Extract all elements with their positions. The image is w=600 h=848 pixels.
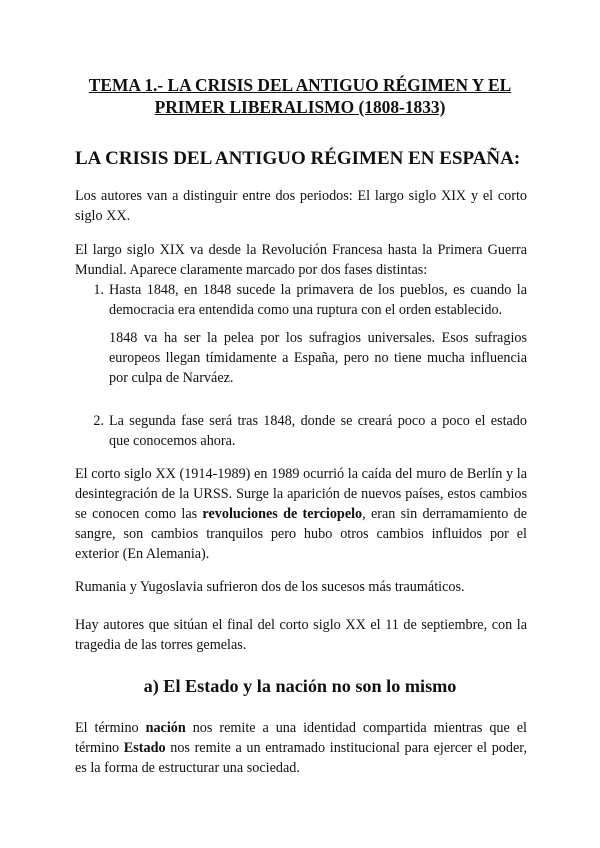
paragraph-end-xx: Hay autores que sitúan el final del corto siglo XX el 11 de septiembre, con la tragedia de las torres gemelas.	[75, 617, 527, 653]
paragraph-rumania: Rumania y Yugoslavia sufrieron dos de los sucesos más traumáticos.	[75, 579, 465, 595]
paragraph-short-xx	[75, 464, 527, 564]
short-xx-bold-term: revoluciones de terciopelo	[202, 506, 363, 522]
list-item-2-text: La segunda fase será tras 1848, donde se creará poco a poco el estado que conocemos ahora.	[109, 413, 527, 449]
paragraph-periods: Los autores van a distinguir entre dos periodos: El largo siglo XIX y el corto siglo XX.	[75, 188, 527, 224]
title-line-2: PRIMER LIBERALISMO (1808-1833)	[154, 97, 446, 117]
paragraph-long-xix: El largo siglo XIX va desde la Revolución Francesa hasta la Primera Guerra Mundial. Aparece claramente marcado por dos fases distintas:	[75, 242, 527, 278]
state-nation-text-2: nos remite a una identidad compartida mientras que el término	[75, 720, 527, 756]
list-number-2: 2.	[93, 413, 104, 429]
title-line-1: TEMA 1.- LA CRISIS DEL ANTIGUO RÉGIMEN Y EL	[88, 75, 512, 95]
paragraph-state-nation	[75, 718, 527, 778]
list-number-1: 1.	[93, 282, 104, 298]
list-item-1-text: Hasta 1848, en 1848 sucede la primavera de los pueblos, es cuando la democracia era entendida como una ruptura con el orden establecido.	[109, 282, 527, 318]
document-title	[64, 74, 536, 118]
list-item-1-extra: 1848 va ha ser la pelea por los sufragios universales. Esos sufragios europeos llegan tímidamente a España, pero no tiene mucha influencia por culpa de Narváez.	[109, 330, 527, 386]
short-xx-text-after: , eran sin derramamiento de sangre, son cambios tranquilos pero hubo otros cambios influidos por el exterior (En Alemania).	[75, 506, 527, 562]
subsection-heading: a) El Estado y la nación no son lo mismo	[143, 676, 457, 696]
state-nation-text-3: nos remite a un entramado institucional para ejercer el poder, es la forma de estructurar una sociedad.	[75, 740, 527, 776]
section-heading: LA CRISIS DEL ANTIGUO RÉGIMEN EN ESPAÑA:	[75, 148, 521, 169]
term-estado: Estado	[123, 740, 166, 756]
short-xx-text-before: El corto siglo XX (1914-1989) en 1989 ocurrió la caída del muro de Berlín y la desintegración de la URSS. Surge la aparición de nuevos países, estos cambios se conocen como las	[75, 466, 527, 522]
term-nacion: nación	[145, 720, 186, 736]
state-nation-text-1: El término	[75, 720, 146, 736]
